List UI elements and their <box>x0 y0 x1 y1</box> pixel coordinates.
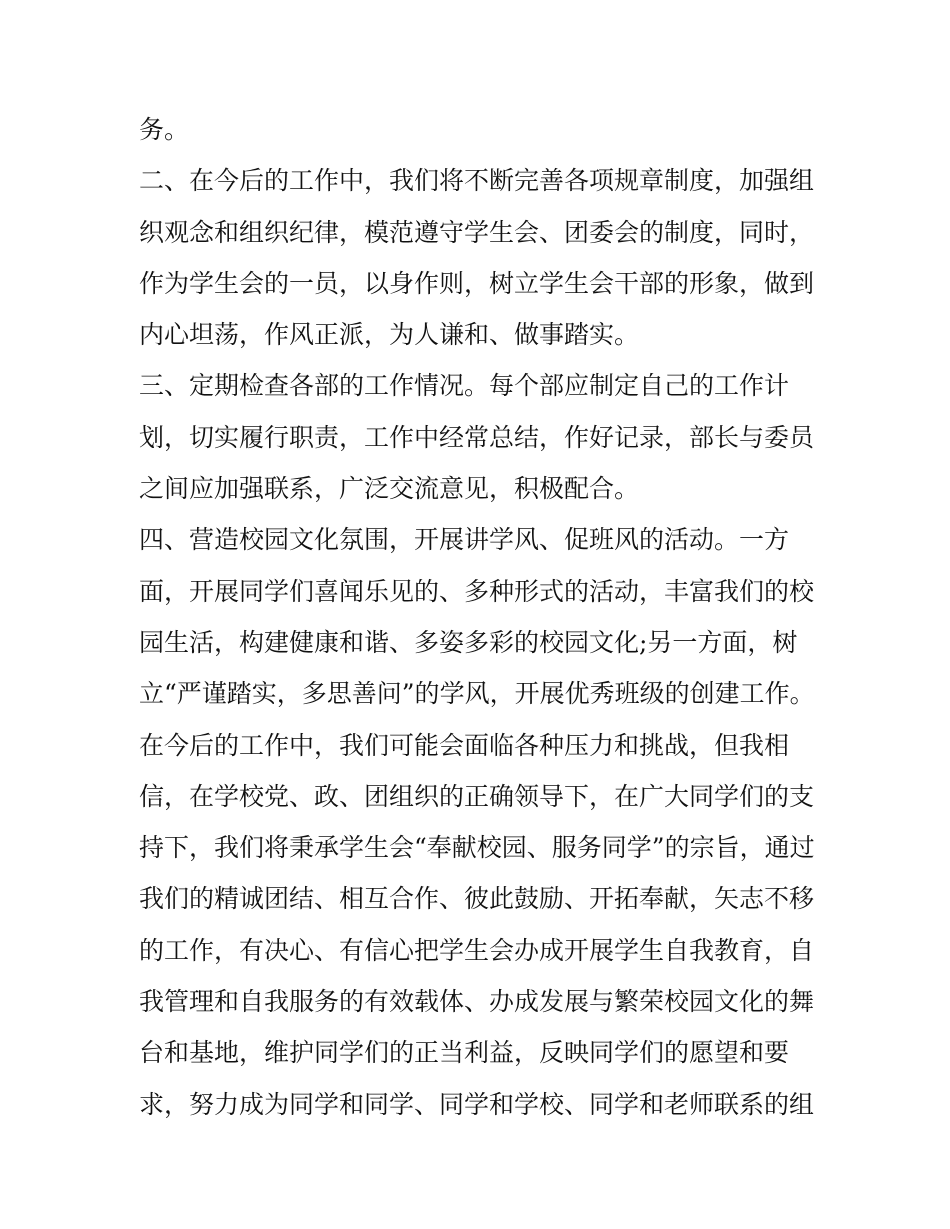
text-line: 划，切实履行职责，工作中经常总结，作好记录，部长与委员 <box>139 422 815 452</box>
text-line: 内心坦荡，作风正派，为人谦和、做事踏实。 <box>139 320 640 350</box>
text-line: 立“严谨踏实，多思善问”的学风，开展优秀班级的创建工作。 <box>139 679 815 709</box>
text-line: 持下，我们将秉承学生会“奉献校园、服务同学”的宗旨，通过 <box>139 833 815 863</box>
text-line: 园生活，构建健康和谐、多姿多彩的校园文化;另一方面，树 <box>139 627 798 657</box>
body-text <box>139 104 829 1130</box>
text-line: 信，在学校党、政、团组织的正确领导下，在广大同学们的支 <box>139 781 815 811</box>
text-line: 我管理和自我服务的有效载体、办成发展与繁荣校园文化的舞 <box>139 987 815 1017</box>
text-line: 务。 <box>139 115 190 144</box>
text-line: 四、营造校园文化氛围，开展讲学风、促班风的活动。一方 <box>139 525 790 555</box>
text-line: 的工作，有决心、有信心把学生会办成开展学生自我教育，自 <box>139 935 815 965</box>
text-line: 在今后的工作中，我们可能会面临各种压力和挑战，但我相 <box>139 730 790 760</box>
text-line: 织观念和组织纪律，模范遵守学生会、团委会的制度，同时， <box>139 217 815 247</box>
text-line: 求，努力成为同学和同学、同学和学校、同学和老师联系的组 <box>139 1089 815 1119</box>
text-line: 二、在今后的工作中，我们将不断完善各项规章制度，加强组 <box>139 166 815 196</box>
text-line: 三、定期检查各部的工作情况。每个部应制定自己的工作计 <box>139 371 790 401</box>
text-line: 作为学生会的一员，以身作则，树立学生会干部的形象，做到 <box>139 268 815 298</box>
text-line: 台和基地，维护同学们的正当利益，反映同学们的愿望和要 <box>139 1038 790 1068</box>
text-line: 面，开展同学们喜闻乐见的、多种形式的活动，丰富我们的校 <box>139 576 815 606</box>
text-line: 我们的精诚团结、相互合作、彼此鼓励、开拓奉献，矢志不移 <box>139 884 815 914</box>
text-line: 之间应加强联系，广泛交流意见，积极配合。 <box>139 474 640 504</box>
